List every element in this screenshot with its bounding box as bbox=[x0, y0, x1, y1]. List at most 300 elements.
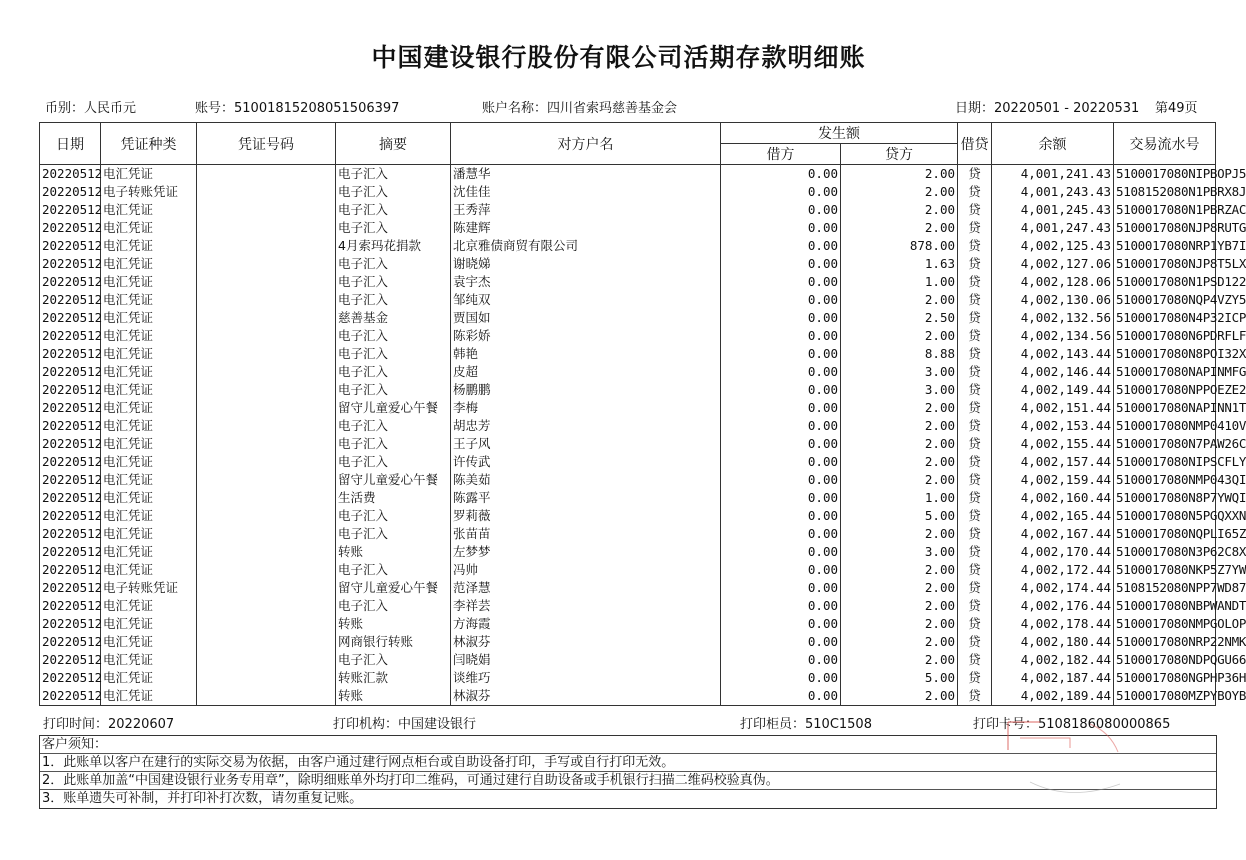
cell-credit: 2.00 bbox=[841, 579, 958, 597]
cell-credit: 2.00 bbox=[841, 525, 958, 543]
cell-balance: 4,001,247.43 bbox=[992, 219, 1114, 237]
print-card-number: 打印卡号：5108186080000865 bbox=[973, 717, 1171, 732]
cell-serial: 5100017080NIPBOPJ5 bbox=[1114, 165, 1216, 184]
cell-debit: 0.00 bbox=[721, 255, 841, 273]
cell-dc: 贷 bbox=[958, 201, 992, 219]
cell-dc: 贷 bbox=[958, 453, 992, 471]
print-org: 打印机构：中国建设银行 bbox=[333, 717, 477, 732]
cell-balance: 4,002,155.44 bbox=[992, 435, 1114, 453]
cell-serial: 5100017080NAPINN1T bbox=[1114, 399, 1216, 417]
cell-date: 20220512 bbox=[40, 453, 101, 471]
cell-counterparty: 谈维巧 bbox=[451, 669, 721, 687]
cell-debit: 0.00 bbox=[721, 615, 841, 633]
cell-voucher-no bbox=[197, 453, 336, 471]
col-date: 日期 bbox=[40, 123, 101, 165]
table-row bbox=[40, 525, 1216, 543]
cell-memo: 转账汇款 bbox=[336, 669, 451, 687]
cell-dc: 贷 bbox=[958, 435, 992, 453]
cell-date: 20220512 bbox=[40, 165, 101, 184]
cell-balance: 4,002,132.56 bbox=[992, 309, 1114, 327]
cell-dc: 贷 bbox=[958, 183, 992, 201]
cell-balance: 4,002,189.44 bbox=[992, 687, 1114, 706]
cell-counterparty: 闫晓娟 bbox=[451, 651, 721, 669]
cell-voucher-no bbox=[197, 201, 336, 219]
cell-dc: 贷 bbox=[958, 399, 992, 417]
cell-date: 20220512 bbox=[40, 435, 101, 453]
cell-balance: 4,002,170.44 bbox=[992, 543, 1114, 561]
cell-voucher-no bbox=[197, 381, 336, 399]
cell-voucher-no bbox=[197, 633, 336, 651]
cell-voucher-no bbox=[197, 363, 336, 381]
cell-date: 20220512 bbox=[40, 651, 101, 669]
cell-dc: 贷 bbox=[958, 615, 992, 633]
cell-debit: 0.00 bbox=[721, 399, 841, 417]
cell-serial: 5100017080N6PDRFLF bbox=[1114, 327, 1216, 345]
cell-date: 20220512 bbox=[40, 399, 101, 417]
cell-memo: 转账 bbox=[336, 543, 451, 561]
cell-debit: 0.00 bbox=[721, 417, 841, 435]
cell-voucher-type: 电汇凭证 bbox=[101, 525, 197, 543]
cell-counterparty: 袁宇杰 bbox=[451, 273, 721, 291]
cell-credit: 1.00 bbox=[841, 273, 958, 291]
cell-credit: 3.00 bbox=[841, 363, 958, 381]
col-balance: 余额 bbox=[992, 123, 1114, 165]
cell-dc: 贷 bbox=[958, 669, 992, 687]
cell-debit: 0.00 bbox=[721, 543, 841, 561]
cell-balance: 4,002,127.06 bbox=[992, 255, 1114, 273]
print-teller: 打印柜员：510C1508 bbox=[740, 717, 872, 732]
cell-credit: 2.00 bbox=[841, 687, 958, 706]
cell-voucher-type: 电汇凭证 bbox=[101, 471, 197, 489]
cell-voucher-type: 电汇凭证 bbox=[101, 489, 197, 507]
cell-dc: 贷 bbox=[958, 273, 992, 291]
cell-credit: 2.00 bbox=[841, 417, 958, 435]
cell-memo: 慈善基金 bbox=[336, 309, 451, 327]
cell-memo: 电子汇入 bbox=[336, 381, 451, 399]
cell-balance: 4,002,167.44 bbox=[992, 525, 1114, 543]
cell-memo: 电子汇入 bbox=[336, 255, 451, 273]
cell-voucher-no bbox=[197, 651, 336, 669]
cell-voucher-no bbox=[197, 687, 336, 706]
cell-credit: 2.00 bbox=[841, 201, 958, 219]
cell-voucher-type: 电汇凭证 bbox=[101, 273, 197, 291]
cell-memo: 电子汇入 bbox=[336, 219, 451, 237]
cell-counterparty: 范泽慧 bbox=[451, 579, 721, 597]
cell-counterparty: 李祥芸 bbox=[451, 597, 721, 615]
cell-voucher-no bbox=[197, 417, 336, 435]
cell-credit: 2.00 bbox=[841, 399, 958, 417]
cell-balance: 4,002,187.44 bbox=[992, 669, 1114, 687]
col-serial: 交易流水号 bbox=[1114, 123, 1216, 165]
cell-voucher-no bbox=[197, 561, 336, 579]
ledger-body bbox=[40, 165, 1246, 706]
cell-memo: 电子汇入 bbox=[336, 435, 451, 453]
cell-debit: 0.00 bbox=[721, 651, 841, 669]
ledger-table bbox=[39, 122, 1246, 706]
cell-dc: 贷 bbox=[958, 255, 992, 273]
cell-counterparty: 皮超 bbox=[451, 363, 721, 381]
cell-debit: 0.00 bbox=[721, 669, 841, 687]
table-row bbox=[40, 165, 1216, 184]
cell-credit: 2.00 bbox=[841, 219, 958, 237]
cell-serial: 5100017080NBPWANDT bbox=[1114, 597, 1216, 615]
table-row bbox=[40, 687, 1216, 706]
cell-dc: 贷 bbox=[958, 309, 992, 327]
cell-counterparty: 谢晓娣 bbox=[451, 255, 721, 273]
cell-memo: 电子汇入 bbox=[336, 597, 451, 615]
table-row bbox=[40, 273, 1216, 291]
cell-memo: 电子汇入 bbox=[336, 453, 451, 471]
cell-date: 20220512 bbox=[40, 201, 101, 219]
cell-voucher-type: 电汇凭证 bbox=[101, 219, 197, 237]
table-row bbox=[40, 345, 1216, 363]
table-row bbox=[40, 399, 1216, 417]
cell-counterparty: 沈佳佳 bbox=[451, 183, 721, 201]
cell-balance: 4,002,143.44 bbox=[992, 345, 1114, 363]
cell-memo: 电子汇入 bbox=[336, 291, 451, 309]
table-row bbox=[40, 237, 1216, 255]
cell-counterparty: 李梅 bbox=[451, 399, 721, 417]
col-debit: 借方 bbox=[721, 144, 841, 165]
cell-dc: 贷 bbox=[958, 165, 992, 184]
cell-dc: 贷 bbox=[958, 471, 992, 489]
cell-voucher-no bbox=[197, 183, 336, 201]
table-row bbox=[40, 435, 1216, 453]
col-counterparty: 对方户名 bbox=[451, 123, 721, 165]
cell-date: 20220512 bbox=[40, 363, 101, 381]
cell-date: 20220512 bbox=[40, 291, 101, 309]
cell-dc: 贷 bbox=[958, 237, 992, 255]
cell-voucher-no bbox=[197, 327, 336, 345]
cell-serial: 5100017080NPPOEZE2 bbox=[1114, 381, 1216, 399]
cell-voucher-no bbox=[197, 669, 336, 687]
cell-serial: 5100017080NRP22NMK bbox=[1114, 633, 1216, 651]
cell-memo: 电子汇入 bbox=[336, 651, 451, 669]
cell-credit: 3.00 bbox=[841, 543, 958, 561]
cell-debit: 0.00 bbox=[721, 489, 841, 507]
cell-balance: 4,001,245.43 bbox=[992, 201, 1114, 219]
cell-debit: 0.00 bbox=[721, 309, 841, 327]
cell-balance: 4,002,153.44 bbox=[992, 417, 1114, 435]
cell-serial: 5100017080NQP4VZY5 bbox=[1114, 291, 1216, 309]
cell-debit: 0.00 bbox=[721, 291, 841, 309]
cell-credit: 8.88 bbox=[841, 345, 958, 363]
cell-voucher-no bbox=[197, 489, 336, 507]
cell-voucher-type: 电汇凭证 bbox=[101, 543, 197, 561]
cell-counterparty: 胡忠芳 bbox=[451, 417, 721, 435]
cell-voucher-type: 电汇凭证 bbox=[101, 597, 197, 615]
cell-balance: 4,002,128.06 bbox=[992, 273, 1114, 291]
cell-memo: 电子汇入 bbox=[336, 183, 451, 201]
cell-debit: 0.00 bbox=[721, 561, 841, 579]
table-row bbox=[40, 417, 1216, 435]
cell-voucher-type: 电汇凭证 bbox=[101, 165, 197, 184]
cell-voucher-type: 电汇凭证 bbox=[101, 615, 197, 633]
cell-counterparty: 陈美茹 bbox=[451, 471, 721, 489]
cell-memo: 留守儿童爱心午餐 bbox=[336, 471, 451, 489]
cell-date: 20220512 bbox=[40, 597, 101, 615]
cell-balance: 4,001,241.43 bbox=[992, 165, 1114, 184]
cell-serial: 5100017080N4P32ICP bbox=[1114, 309, 1216, 327]
table-row bbox=[40, 309, 1216, 327]
cell-counterparty: 张苗苗 bbox=[451, 525, 721, 543]
cell-serial: 5100017080NJP8T5LX bbox=[1114, 255, 1216, 273]
cell-voucher-no bbox=[197, 597, 336, 615]
cell-counterparty: 杨鹏鹏 bbox=[451, 381, 721, 399]
cell-serial: 5100017080NGPHP36H bbox=[1114, 669, 1216, 687]
cell-memo: 电子汇入 bbox=[336, 201, 451, 219]
cell-credit: 2.00 bbox=[841, 327, 958, 345]
cell-counterparty: 罗莉薇 bbox=[451, 507, 721, 525]
cell-balance: 4,002,125.43 bbox=[992, 237, 1114, 255]
cell-date: 20220512 bbox=[40, 255, 101, 273]
cell-counterparty: 陈建辉 bbox=[451, 219, 721, 237]
cell-dc: 贷 bbox=[958, 525, 992, 543]
cell-serial: 5100017080N1PSD122 bbox=[1114, 273, 1216, 291]
cell-debit: 0.00 bbox=[721, 219, 841, 237]
cell-memo: 网商银行转账 bbox=[336, 633, 451, 651]
cell-serial: 5100017080N8P7YWQI bbox=[1114, 489, 1216, 507]
cell-date: 20220512 bbox=[40, 309, 101, 327]
cell-dc: 贷 bbox=[958, 291, 992, 309]
cell-date: 20220512 bbox=[40, 471, 101, 489]
cell-voucher-type: 电汇凭证 bbox=[101, 417, 197, 435]
cell-counterparty: 王秀萍 bbox=[451, 201, 721, 219]
cell-serial: 5100017080N7PAW26C bbox=[1114, 435, 1216, 453]
cell-voucher-no bbox=[197, 165, 336, 184]
cell-memo: 留守儿童爱心午餐 bbox=[336, 399, 451, 417]
notes-heading: 客户须知： bbox=[40, 736, 1216, 754]
cell-dc: 贷 bbox=[958, 381, 992, 399]
page-number: 第49页 bbox=[1155, 101, 1198, 116]
cell-balance: 4,002,182.44 bbox=[992, 651, 1114, 669]
cell-credit: 2.50 bbox=[841, 309, 958, 327]
cell-debit: 0.00 bbox=[721, 525, 841, 543]
cell-date: 20220512 bbox=[40, 525, 101, 543]
table-row bbox=[40, 255, 1216, 273]
cell-credit: 3.00 bbox=[841, 381, 958, 399]
cell-serial: 5100017080NQPLI65Z bbox=[1114, 525, 1216, 543]
cell-voucher-type: 电汇凭证 bbox=[101, 345, 197, 363]
cell-balance: 4,002,180.44 bbox=[992, 633, 1114, 651]
cell-counterparty: 陈露平 bbox=[451, 489, 721, 507]
cell-credit: 2.00 bbox=[841, 165, 958, 184]
cell-voucher-no bbox=[197, 543, 336, 561]
cell-voucher-type: 电汇凭证 bbox=[101, 561, 197, 579]
cell-debit: 0.00 bbox=[721, 579, 841, 597]
cell-voucher-type: 电汇凭证 bbox=[101, 327, 197, 345]
cell-credit: 2.00 bbox=[841, 435, 958, 453]
cell-balance: 4,002,146.44 bbox=[992, 363, 1114, 381]
cell-serial: 5108152080N1PBRX8J bbox=[1114, 183, 1216, 201]
cell-dc: 贷 bbox=[958, 489, 992, 507]
cell-voucher-type: 电汇凭证 bbox=[101, 687, 197, 706]
table-row bbox=[40, 327, 1216, 345]
cell-date: 20220512 bbox=[40, 417, 101, 435]
cell-balance: 4,002,178.44 bbox=[992, 615, 1114, 633]
cell-balance: 4,002,172.44 bbox=[992, 561, 1114, 579]
cell-debit: 0.00 bbox=[721, 381, 841, 399]
cell-balance: 4,002,134.56 bbox=[992, 327, 1114, 345]
cell-debit: 0.00 bbox=[721, 597, 841, 615]
cell-credit: 878.00 bbox=[841, 237, 958, 255]
cell-credit: 2.00 bbox=[841, 633, 958, 651]
cell-debit: 0.00 bbox=[721, 273, 841, 291]
table-row bbox=[40, 651, 1216, 669]
cell-voucher-no bbox=[197, 291, 336, 309]
cell-dc: 贷 bbox=[958, 579, 992, 597]
cell-counterparty: 许传武 bbox=[451, 453, 721, 471]
table-row bbox=[40, 561, 1216, 579]
cell-debit: 0.00 bbox=[721, 363, 841, 381]
cell-credit: 5.00 bbox=[841, 669, 958, 687]
cell-credit: 5.00 bbox=[841, 507, 958, 525]
col-voucher-type: 凭证种类 bbox=[101, 123, 197, 165]
table-row bbox=[40, 219, 1216, 237]
cell-voucher-no bbox=[197, 471, 336, 489]
cell-counterparty: 林淑芬 bbox=[451, 687, 721, 706]
col-amount-group: 发生额 bbox=[721, 123, 958, 144]
cell-voucher-no bbox=[197, 309, 336, 327]
cell-balance: 4,002,151.44 bbox=[992, 399, 1114, 417]
cell-counterparty: 王子风 bbox=[451, 435, 721, 453]
cell-credit: 2.00 bbox=[841, 291, 958, 309]
cell-credit: 1.00 bbox=[841, 489, 958, 507]
cell-debit: 0.00 bbox=[721, 183, 841, 201]
cell-memo: 电子汇入 bbox=[336, 165, 451, 184]
cell-date: 20220512 bbox=[40, 507, 101, 525]
cell-dc: 贷 bbox=[958, 687, 992, 706]
table-row bbox=[40, 579, 1216, 597]
cell-balance: 4,002,176.44 bbox=[992, 597, 1114, 615]
cell-date: 20220512 bbox=[40, 687, 101, 706]
cell-voucher-no bbox=[197, 237, 336, 255]
cell-balance: 4,002,149.44 bbox=[992, 381, 1114, 399]
cell-counterparty: 左梦梦 bbox=[451, 543, 721, 561]
cell-balance: 4,002,174.44 bbox=[992, 579, 1114, 597]
cell-balance: 4,002,130.06 bbox=[992, 291, 1114, 309]
cell-credit: 2.00 bbox=[841, 651, 958, 669]
cell-serial: 5108152080NPP7WD87 bbox=[1114, 579, 1216, 597]
cell-dc: 贷 bbox=[958, 651, 992, 669]
cell-dc: 贷 bbox=[958, 219, 992, 237]
cell-memo: 电子汇入 bbox=[336, 417, 451, 435]
cell-dc: 贷 bbox=[958, 543, 992, 561]
cell-debit: 0.00 bbox=[721, 165, 841, 184]
cell-voucher-type: 电子转账凭证 bbox=[101, 579, 197, 597]
cell-serial: 5100017080MZPYBOYB bbox=[1114, 687, 1216, 706]
cell-voucher-no bbox=[197, 579, 336, 597]
cell-memo: 转账 bbox=[336, 615, 451, 633]
cell-voucher-type: 电汇凭证 bbox=[101, 399, 197, 417]
cell-serial: 5100017080NMP0410V bbox=[1114, 417, 1216, 435]
table-row bbox=[40, 291, 1216, 309]
table-row bbox=[40, 543, 1216, 561]
cell-debit: 0.00 bbox=[721, 237, 841, 255]
cell-voucher-no bbox=[197, 255, 336, 273]
cell-credit: 2.00 bbox=[841, 453, 958, 471]
cell-dc: 贷 bbox=[958, 507, 992, 525]
note-item: 1．此账单以客户在建行的实际交易为依据，由客户通过建行网点柜台或自助设备打印，手写或自行打印无效。 bbox=[40, 754, 1216, 772]
cell-credit: 2.00 bbox=[841, 471, 958, 489]
cell-voucher-no bbox=[197, 615, 336, 633]
cell-debit: 0.00 bbox=[721, 453, 841, 471]
cell-date: 20220512 bbox=[40, 669, 101, 687]
cell-date: 20220512 bbox=[40, 381, 101, 399]
print-time: 打印时间：20220607 bbox=[43, 717, 175, 732]
table-row bbox=[40, 669, 1216, 687]
date-range: 日期：20220501 - 20220531 bbox=[955, 101, 1140, 116]
cell-serial: 5100017080NMPGOLOP bbox=[1114, 615, 1216, 633]
cell-voucher-type: 电汇凭证 bbox=[101, 291, 197, 309]
cell-serial: 5100017080NRP1YB7I bbox=[1114, 237, 1216, 255]
account-number: 账号：51001815208051506397 bbox=[195, 101, 400, 116]
cell-dc: 贷 bbox=[958, 327, 992, 345]
cell-date: 20220512 bbox=[40, 219, 101, 237]
cell-dc: 贷 bbox=[958, 633, 992, 651]
cell-memo: 电子汇入 bbox=[336, 525, 451, 543]
cell-debit: 0.00 bbox=[721, 687, 841, 706]
cell-voucher-type: 电汇凭证 bbox=[101, 507, 197, 525]
cell-voucher-no bbox=[197, 525, 336, 543]
cell-date: 20220512 bbox=[40, 579, 101, 597]
cell-counterparty: 贾国如 bbox=[451, 309, 721, 327]
cell-debit: 0.00 bbox=[721, 633, 841, 651]
table-row bbox=[40, 489, 1216, 507]
cell-balance: 4,002,160.44 bbox=[992, 489, 1114, 507]
cell-counterparty: 冯帅 bbox=[451, 561, 721, 579]
table-row bbox=[40, 201, 1216, 219]
cell-dc: 贷 bbox=[958, 345, 992, 363]
cell-serial: 5100017080N8POI32X bbox=[1114, 345, 1216, 363]
cell-memo: 4月索玛花捐款 bbox=[336, 237, 451, 255]
cell-voucher-type: 电汇凭证 bbox=[101, 237, 197, 255]
cell-date: 20220512 bbox=[40, 489, 101, 507]
cell-voucher-no bbox=[197, 219, 336, 237]
cell-date: 20220512 bbox=[40, 345, 101, 363]
cell-counterparty: 韩艳 bbox=[451, 345, 721, 363]
cell-voucher-type: 电汇凭证 bbox=[101, 633, 197, 651]
cell-memo: 电子汇入 bbox=[336, 345, 451, 363]
cell-credit: 2.00 bbox=[841, 561, 958, 579]
cell-date: 20220512 bbox=[40, 183, 101, 201]
table-row bbox=[40, 615, 1216, 633]
cell-memo: 电子汇入 bbox=[336, 561, 451, 579]
cell-voucher-type: 电汇凭证 bbox=[101, 651, 197, 669]
cell-memo: 生活费 bbox=[336, 489, 451, 507]
cell-dc: 贷 bbox=[958, 363, 992, 381]
cell-memo: 电子汇入 bbox=[336, 273, 451, 291]
cell-voucher-type: 电汇凭证 bbox=[101, 309, 197, 327]
cell-balance: 4,001,243.43 bbox=[992, 183, 1114, 201]
cell-counterparty: 方海霞 bbox=[451, 615, 721, 633]
cell-counterparty: 邹纯双 bbox=[451, 291, 721, 309]
col-dc: 借贷 bbox=[958, 123, 992, 165]
cell-memo: 留守儿童爱心午餐 bbox=[336, 579, 451, 597]
cell-voucher-type: 电汇凭证 bbox=[101, 453, 197, 471]
table-row bbox=[40, 453, 1216, 471]
table-row bbox=[40, 507, 1216, 525]
cell-debit: 0.00 bbox=[721, 345, 841, 363]
account-name: 账户名称：四川省索玛慈善基金会 bbox=[482, 101, 678, 116]
document-title: 中国建设银行股份有限公司活期存款明细账 bbox=[371, 43, 866, 72]
cell-voucher-type: 电汇凭证 bbox=[101, 381, 197, 399]
cell-debit: 0.00 bbox=[721, 471, 841, 489]
cell-debit: 0.00 bbox=[721, 507, 841, 525]
cell-serial: 5100017080N3P62C8X bbox=[1114, 543, 1216, 561]
table-row bbox=[40, 363, 1216, 381]
note-item: 3．账单遗失可补制，并打印补打次数，请勿重复记账。 bbox=[42, 791, 363, 806]
